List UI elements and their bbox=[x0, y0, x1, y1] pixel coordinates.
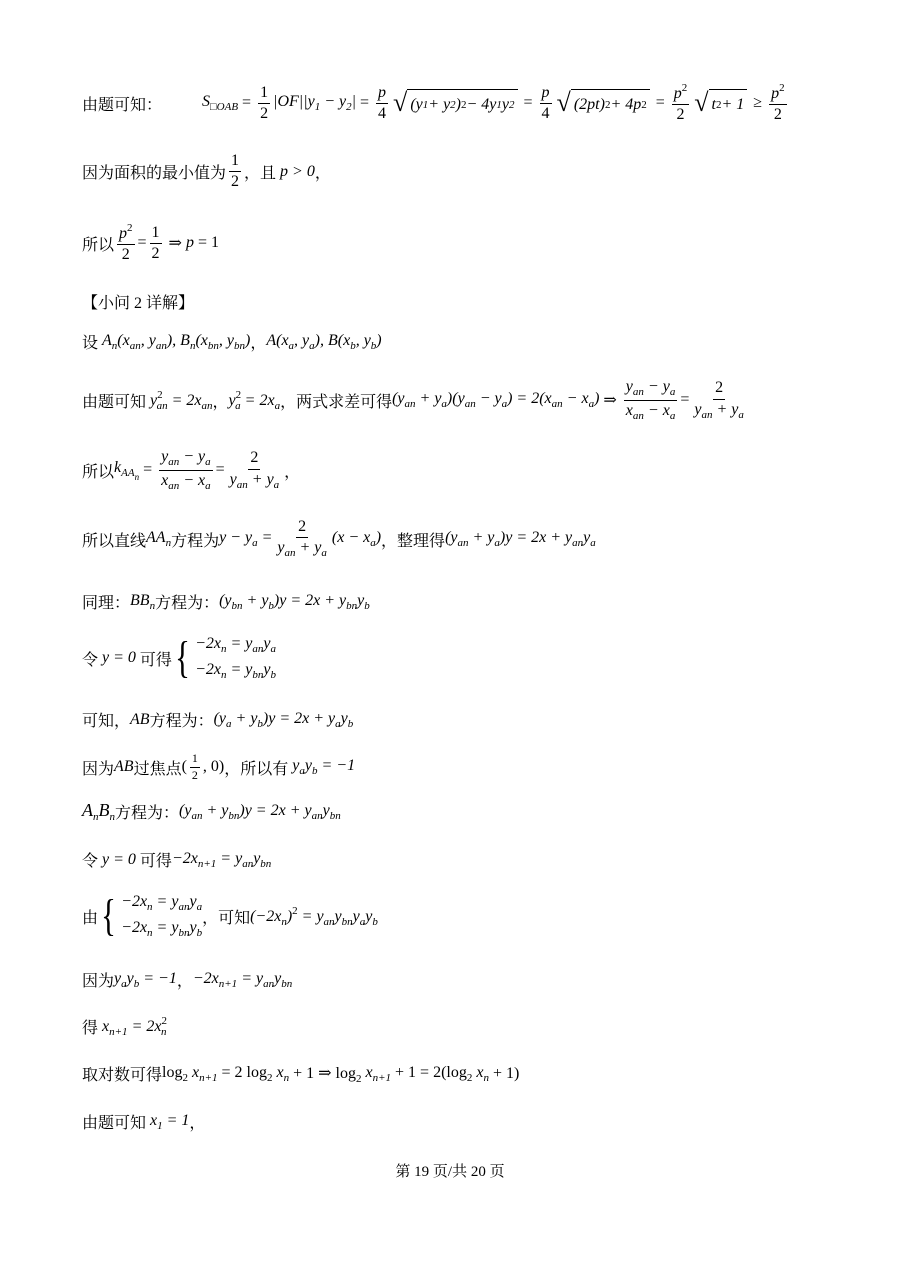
line-prefix: 由题可知： bbox=[82, 96, 163, 114]
statement-substitute: 因为 $y_ay_b = -1$ ， $-2x_{n+1} = y_{an}y_{bn}$ bbox=[82, 969, 293, 990]
statement-p-value: 所以 $\frac{p^2}{2}$ = $\frac{1}{2}$ ⇒ p = 1 bbox=[82, 222, 219, 264]
statement-difference: 由题可知 $y^2_{an} = 2x_{an}$ ， $y^2_a = 2x_a$ ，两式求差可得 $(y_{an} + y_a)(y_{an} - y_a) = 2(x_{an} - x_a)$ ⇒ $\frac{y_{an} - y_a}{x_{an} - x_a}$ = $\frac{2}{y_{an} + y_a}$ bbox=[82, 378, 744, 422]
statement-slope: 所以 $k_{AA_n}$ = $\frac{y_{an} - y_a}{x_{an} - x_a}$ = $\frac{2}{y_{an} + y_a}$ ， bbox=[82, 448, 301, 492]
statement-system: 由 { $-2x_n = y_{an}y_a$ $-2x_n = y_{bn}y_b$ ，可知 $(-2x_n)^2 = y_{an}y_{bn}y_ay_b$ bbox=[82, 891, 378, 940]
statement-line-ab: 可知， AB 方程为： $(y_a + y_b)y = 2x + y_ay_b$ bbox=[82, 709, 354, 730]
statement-line-aan: 所以直线 $AA_n$ 方程为 $y - y_a$ = $\frac{2}{y_{an} + y_a}$ $(x - x_a)$ ，整理得 $(y_{an} + y_a)y = 2x + y_{an}y_a$ bbox=[82, 518, 596, 560]
equation-area-formula: 由题可知： $S_{□OAB}$ = $\frac{1}{2}$ $|OF||y_1 - y_2|$ = $\frac{p}{4}$ √ (y 1 + y 2 ) 2 − 4y 1 y 2 = $\frac{p}{4}$ √ (2pt) 2 + 4p 2 = $\frac{p^2}{2}$ √ t 2 + 1 ≥ $\frac{p^2}{2}$ bbox=[82, 82, 785, 124]
statement-focus: 因为 AB 过焦点 ( $\frac{1}{2}$ , 0) ，所以有 $y_ay_b = -1$ bbox=[82, 751, 356, 782]
section-heading: 【小问 2 详解】 bbox=[82, 295, 195, 312]
statement-initial: 由题可知 $x_1 = 1$ ， bbox=[82, 1111, 206, 1132]
page-footer: 第 19 页/共 20 页 bbox=[395, 1164, 505, 1180]
statement-line-bbn: 同理： $BB_n$ 方程为： $(y_{bn} + y_b)y = 2x + y_{bn}y_b$ bbox=[82, 591, 370, 612]
statement-set-y-zero: 令 y = 0 可得 { $-2x_n = y_{an}y_a$ $-2x_n = y_{bn}y_b$ bbox=[82, 633, 276, 682]
statement-min-area: 因为面积的最小值为 $\frac{1}{2}$ ，且 p > 0 ， bbox=[82, 152, 331, 191]
statement-result: 得 $x_{n+1} = 2x^2_n$ bbox=[82, 1015, 167, 1038]
statement-log: 取对数可得 $\log_2$ $x_{n+1}$ = 2 $\log_2$ $x_n$ + 1 ⇒ $\log_2$ $x_{n+1}$ + $1 = 2(\log_2$ $x_n$ + 1) bbox=[82, 1063, 520, 1085]
statement-define-points: 设 $A_n(x_{an}$, $y_{an}$), $B_n(x_{bn}$, $y_{bn}$) ， $A(x_a$, $y_a$), $B(x_b$, $y_b$) bbox=[82, 331, 382, 352]
statement-line-anbn: $A_nB_n$ 方程为： $(y_{an} + y_{bn})y = 2x + y_{an}y_{bn}$ bbox=[82, 800, 341, 823]
statement-recurrence-1: 令 y = 0 可得 $-2x_{n+1} = y_{an}y_{bn}$ bbox=[82, 849, 272, 870]
